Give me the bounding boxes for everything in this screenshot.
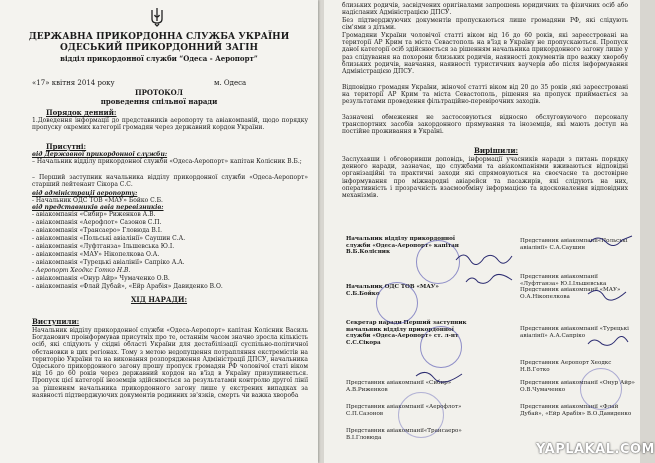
- agency-header: ДЕРЖАВНА ПРИКОРДОННА СЛУЖБА УКРАЇНИ: [28, 32, 290, 42]
- decided-heading: Вирішили:: [474, 146, 519, 155]
- department-header: відділ прикордонної служби “Одеса - Аеропорт”: [60, 54, 258, 63]
- handwritten-signature: [588, 232, 634, 246]
- official-stamp: [376, 282, 418, 324]
- handwritten-signature: [454, 248, 514, 266]
- document-date: «17» квітня 2014 року: [32, 79, 115, 87]
- airline-list-item: - авіакомпанія «Флай Дубай», «Ейр Арабія» Давиденко В.О.: [32, 283, 223, 290]
- airline-list-item: - авіакомпанія «Польські авіалінії» Саушин С.А.: [32, 235, 186, 242]
- present-border-chief: – Начальник відділу прикордонної служби «Одеса-Аеропорт» капітан Колісник В.Б.;: [32, 158, 302, 165]
- present-airport-chief: - Начальник ОДС ТОВ «МАУ» Бойко С.Б.: [32, 197, 163, 204]
- official-stamp: [420, 326, 462, 368]
- signature-aeroflot: Представник авіакомпанії «Аерофлот» С.П.Сазонов: [346, 404, 462, 417]
- border-service-heading: від Державної прикордонної служби:: [32, 151, 168, 158]
- watermark-text: YAPLAKAL.COM: [536, 442, 655, 457]
- decided-text: Заслухавши і обговоривши доповідь, інформації учасників наради з питань порядку денного наради, зазначає, що службами та авіакомпаніями вживаються відповідні організаційні та практичні заходи які спрямовуються на своєчасне та достовірне інформування про міжнародні авіарейси та пасажирів, які слідують на них, оперативність і прозрачність взаємообміну інформацією та вдосконалення відповідних механізмів.: [342, 156, 628, 200]
- airline-list-item: - авіакомпанія «Онур Айр» Чумаченко О.В.: [32, 275, 170, 282]
- handwritten-signature: [414, 368, 464, 382]
- handwritten-signature: [586, 334, 630, 348]
- trident-emblem-icon: [150, 7, 164, 27]
- signature-airport-representative: Представник Аеропорт Хеодкс Н.В.Готко: [520, 360, 612, 373]
- official-stamp: [398, 392, 444, 438]
- document-city: м. Одеса: [214, 79, 247, 87]
- signature-onur-air: Представник авіакомпанії «Онур Айр» О.В.Чумаченко: [520, 380, 635, 393]
- signature-sibir: Представник авіакомпанії «Сибир» А.В.Риженков: [346, 380, 452, 393]
- meeting-course-heading: ХІД НАРАДИ:: [130, 295, 188, 304]
- right-document-page: [324, 0, 655, 463]
- airline-list-item: - авіакомпанія «Аерофлот» Сазонов С.П.: [32, 219, 162, 226]
- signature-transaero: Представник авіакомпанії«Трансаеро» В.І.Гловюда: [346, 428, 462, 441]
- signature-turkish: Представник авіакомпанії «Турецькі авіалінії» А.А.Сапріко: [520, 326, 629, 339]
- official-stamp: [580, 368, 622, 410]
- continued-text-4: Відповідно громадян України, жіночої статті віком від 20 до 35 років ,які зареєстровані на території АР Крим та міста Севастополь, рішення на пропуск приймається за результатами проведення фільтраційно-перевірочних заходів.: [342, 84, 628, 106]
- signature-secretary: Секретар наради Перший заступник начальник відділу прикордонної служби «Одеса-Аеропорт» ст. л-нт С.С.Сікора: [346, 320, 467, 346]
- agenda-text: 1.Доведення інформації до представників аеропорту та авіакомпаній, щодо порядку пропуску окремих категорії громадян через державний кордон України.: [32, 117, 308, 132]
- continued-text-1: близьких родичів, засвідчених оригіналами запрошень юридичних та фізичних осіб або надісланих Адміністрацією ДПСУ.: [342, 2, 628, 17]
- airline-list-item: - авіакомпанія «МАУ» Нікопелкова О.А.: [32, 251, 160, 258]
- continued-text-3: Громадяни України чоловічої статті віком від 16 до 60 років, які зареєстровані на території АР Крим та міста Севастополь на в'їзд в Україну не пропускаються. Пропуск даної категорії осіб здійснюється за рішенням начальника прикордонного загону лише у раз слідування на похорони близьких родичів, наявності документів про важку хворобу близьких родичів, навчання, наявності туристичних ваучерів або після інформування Адміністрацією ДПСУ.: [342, 32, 628, 76]
- handwritten-signature: [586, 286, 632, 300]
- airlines-heading: від представників авіа перевізників:: [32, 204, 164, 211]
- airline-list-item: - авіакомпанія «Турецькі авіалінії» Сапріко А.А.: [32, 259, 185, 266]
- speech-text: Начальник відділу прикордонної служби «Одеса-Аеропорт» капітан Колісник Василь Богданович проінформував присутніх про те, останнім часом значно зросла кількість осіб, які слідують у східні області України для дестабілізації суспільно-політичної обстановки в цих регіонах. Тому з метою недопущення потрапляння екстремістів на територію України та на виконання розпорядження Адміністрації ДПСУ, начальника Одеського прикордонного загону прошу пропуск громадян РФ чоловічої статі віком від 16 до 60 років через державний кордон на в'їзд в Україну призупиняється. Пропуск цієї категорії іноземців здійснюється за результатами контролю другої лінії за рішенням начальника прикордонного загону лише у екстрених випадках за наявності підтверджуючих документів родинних зв'язків, смерть чи важка хвороба: [32, 327, 308, 399]
- agenda-heading: Порядок денний:: [46, 108, 117, 117]
- continued-text-5: Зазначені обмеження не застосовуються відносно обслуговуючого персоналу транспортних засобів закордонного прямування та іноземців, які мають доступ на постійне проживання в Україні.: [342, 114, 628, 136]
- signature-lufthansa-mau: Представник авіакомпанії «Луфтганза» Ю.І.Ільшевська Представник авіакомпанії «МАУ» О.А.Нікопелкова: [520, 274, 621, 300]
- signature-border-chief: Начальник відділу прикордонної служби «Одеса-Аеропорт» капітан В.Б.Колісник: [346, 236, 459, 256]
- document-subtitle: проведення спільної наради: [100, 97, 218, 106]
- handwritten-signature: [464, 272, 514, 286]
- airline-list-item: - Аеропорт Хеодкс Готко Н.В.: [32, 267, 131, 274]
- airline-list-item: - авіакомпанія «Сибир» Риженков А.В.: [32, 211, 156, 218]
- airport-admin-heading: від адміністрації аеропорту:: [32, 190, 138, 197]
- signature-lot: Представник авіакомпанії«Польські авіалінії» С.А.Саушин: [520, 238, 628, 251]
- present-border-deputy: – Перший заступник начальника відділу прикордонної служби «Одеса-Аеропорт» старший лейтенант Сікора С.С.: [32, 174, 308, 189]
- present-heading: Присутні:: [46, 142, 87, 151]
- airline-list-item: - авіакомпанія «Трансаеро» Гловюда В.І.: [32, 227, 162, 234]
- left-document-page: [0, 0, 318, 463]
- signature-airport-chief: Начальник ОДС ТОВ «МАУ» С.Б.Бойко: [346, 284, 439, 297]
- speeches-heading: Виступили:: [32, 317, 80, 326]
- signature-flydubai: Представник авіакомпанії «Флай Дубай», «Ейр Арабія» В.О.Давиденко: [520, 404, 632, 417]
- continued-text-2: Без підтверджуючих документів пропускаються лише громадяни РФ, які слідують сім'ями з дітьми.: [342, 17, 628, 32]
- document-title: ПРОТОКОЛ: [135, 88, 183, 97]
- detachment-header: ОДЕСЬКИЙ ПРИКОРДОННИЙ ЗАГІН: [60, 43, 258, 53]
- airline-list-item: - авіакомпанія «Луфтганза» Ільшевська Ю.І.: [32, 243, 175, 250]
